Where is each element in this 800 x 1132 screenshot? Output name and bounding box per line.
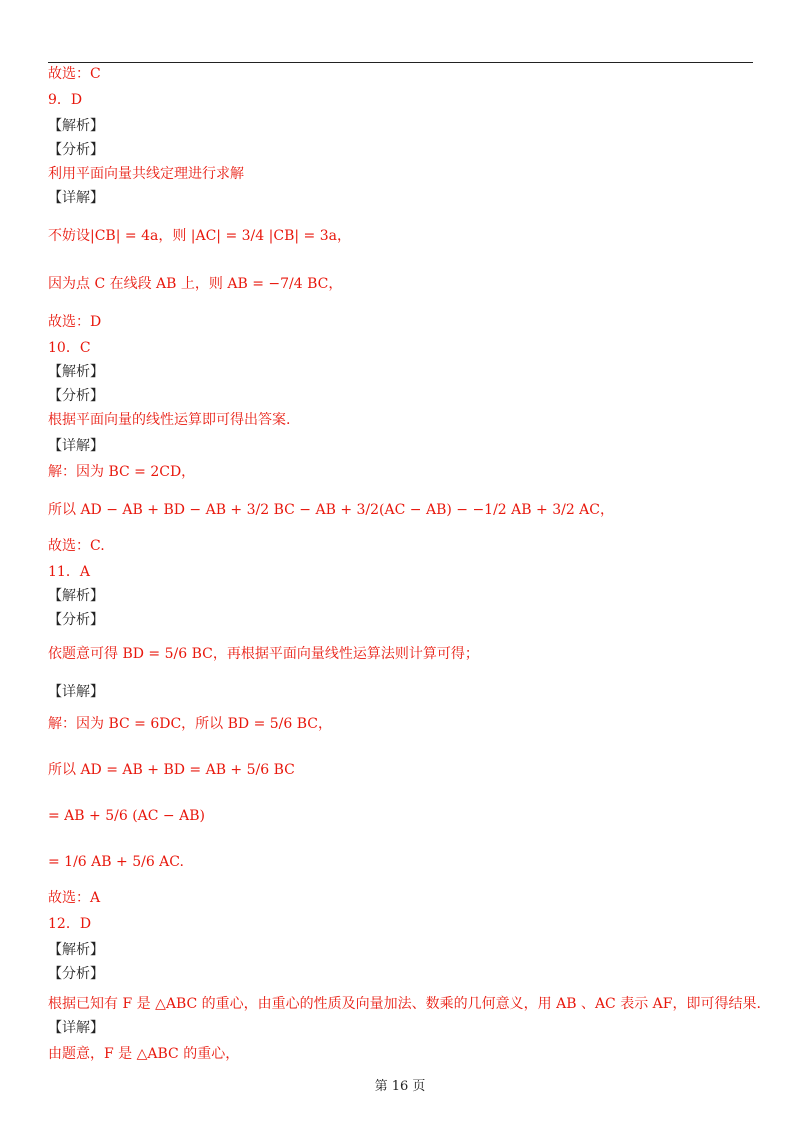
q11-xiangjie-heading: 【详解】 — [48, 684, 104, 700]
q11-step-4: = 1/6 AB + 5/6 AC. — [48, 854, 184, 870]
q11-conclusion: 故选：A — [48, 890, 101, 906]
q9-fenxi-heading: 【分析】 — [48, 142, 104, 158]
q9-jiexi-heading: 【解析】 — [48, 118, 104, 134]
q9-step-2: 因为点 C 在线段 AB 上，则 AB = −7/4 BC， — [48, 276, 343, 292]
q11-step-3: = AB + 5/6 (AC − AB) — [48, 808, 205, 824]
q9-xiangjie-heading: 【详解】 — [48, 190, 104, 206]
q11-step-2: 所以 AD = AB + BD = AB + 5/6 BC — [48, 762, 295, 778]
question-12-answer: 12．D — [48, 916, 92, 932]
q9-step-1: 不妨设|CB| = 4a，则 |AC| = 3/4 |CB| = 3a， — [48, 228, 351, 244]
q12-fenxi-heading: 【分析】 — [48, 966, 104, 982]
q11-fenxi-heading: 【分析】 — [48, 612, 104, 628]
question-9-answer: 9．D — [48, 92, 83, 108]
q10-xiangjie-heading: 【详解】 — [48, 438, 104, 454]
question-11-answer: 11．A — [48, 564, 90, 580]
page-footer: 第 16 页 — [374, 1079, 426, 1094]
q10-step-2: 所以 AD − AB + BD − AB + 3/2 BC − AB + 3/2(AC − AB) − −1/2 AB + 3/2 AC， — [48, 502, 615, 518]
q9-conclusion: 故选：D — [48, 314, 102, 330]
q10-fenxi-heading: 【分析】 — [48, 388, 104, 404]
header-rule — [48, 62, 753, 63]
q10-jiexi-heading: 【解析】 — [48, 364, 104, 380]
q12-xiangjie-heading: 【详解】 — [48, 1020, 104, 1036]
q11-analysis-text: 依题意可得 BD = 5/6 BC，再根据平面向量线性运算法则计算可得； — [48, 646, 479, 662]
q11-jiexi-heading: 【解析】 — [48, 588, 104, 604]
answer-line-8: 故选：C — [48, 66, 101, 82]
q9-analysis-text: 利用平面向量共线定理进行求解 — [48, 166, 244, 182]
q10-analysis-text: 根据平面向量的线性运算即可得出答案. — [48, 412, 291, 428]
question-10-answer: 10．C — [48, 340, 91, 356]
q10-conclusion: 故选：C. — [48, 538, 105, 554]
q11-step-1: 解：因为 BC = 6DC，所以 BD = 5/6 BC， — [48, 716, 333, 732]
q10-step-1: 解：因为 BC = 2CD， — [48, 464, 196, 480]
q12-jiexi-heading: 【解析】 — [48, 942, 104, 958]
q12-analysis-text: 根据已知有 F 是 △ABC 的重心，由重心的性质及向量加法、数乘的几何意义，用 AB 、AC 表示 AF，即可得结果. — [48, 996, 761, 1012]
q12-step-1: 由题意，F 是 △ABC 的重心， — [48, 1046, 240, 1062]
